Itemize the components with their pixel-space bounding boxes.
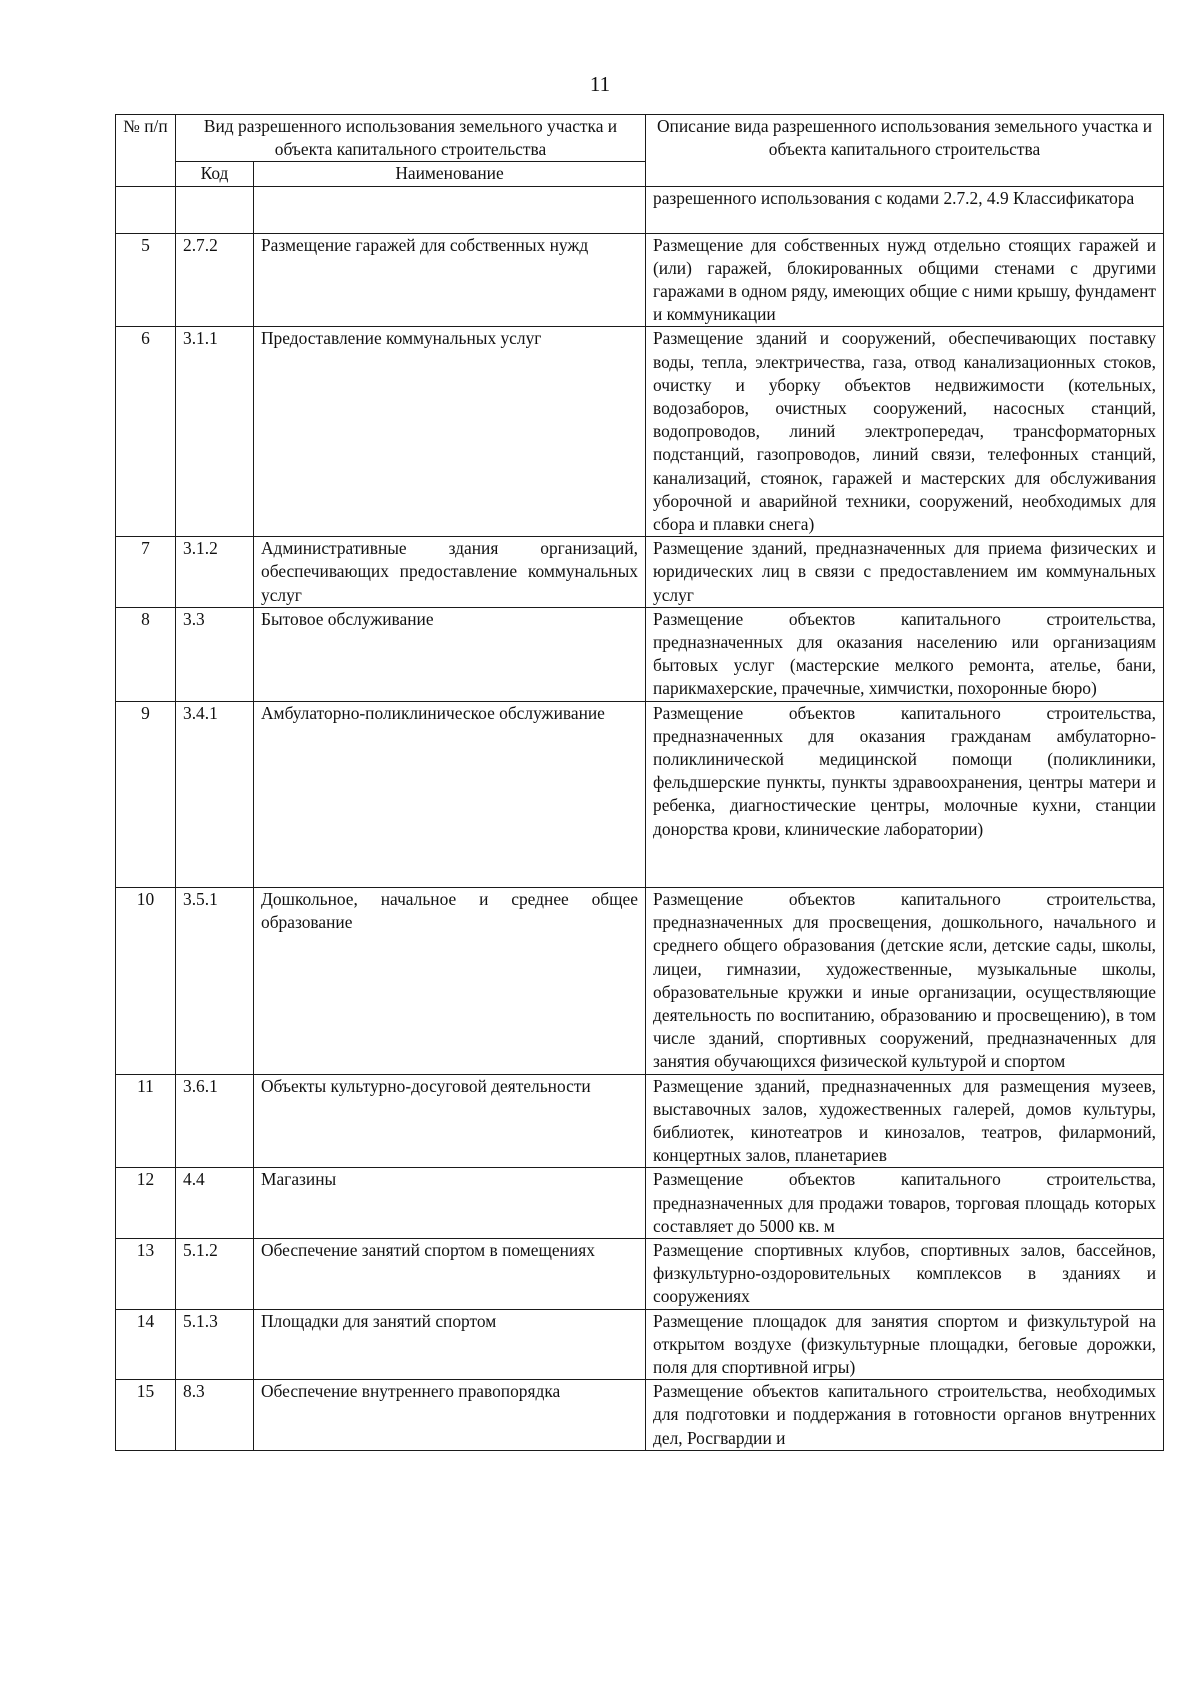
cell-num: 15 — [116, 1380, 176, 1451]
table-body — [116, 186, 1164, 1450]
cell-code: 3.5.1 — [176, 887, 254, 1074]
cell-num: 11 — [116, 1074, 176, 1168]
cell-code: 3.1.1 — [176, 327, 254, 537]
header-description: Описание вида разрешенного использования земельного участка и объекта капитального строительства — [646, 115, 1164, 187]
cell-name: Бытовое обслуживание — [254, 607, 646, 701]
cell-description: Размещение объектов капитального строительства, предназначенных для оказания населению или организациям бытовых услуг (мастерские мелкого ремонта, ателье, бани, парикмахерские, прачечные, химчистки, похоронные бюро) — [646, 607, 1164, 701]
cell-code — [176, 186, 254, 233]
land-use-table — [115, 114, 1164, 1451]
table-row — [116, 1380, 1164, 1451]
cell-description: Размещение для собственных нужд отдельно стоящих гаражей и (или) гаражей, блокированных общими стенами с другими гаражами в одном ряду, имеющих общие с ними крышу, фундамент и коммуникации — [646, 233, 1164, 327]
cell-num: 14 — [116, 1309, 176, 1380]
cell-description: Размещение объектов капитального строительства, предназначенных для оказания гражданам амбулаторно-поликлинической медицинской помощи (поликлиники, фельдшерские пункты, пункты здравоохранения, центры матери и ребенка, диагностические центры, молочные кухни, станции донорства крови, клинические лаборатории) — [646, 701, 1164, 887]
table-row — [116, 887, 1164, 1074]
cell-description: Размещение площадок для занятия спортом и физкультурой на открытом воздухе (физкультурные площадки, беговые дорожки, поля для спортивной игры) — [646, 1309, 1164, 1380]
cell-description: Размещение объектов капитального строительства, предназначенных для продажи товаров, торговая площадь которых составляет до 5000 кв. м — [646, 1168, 1164, 1239]
cell-num: 12 — [116, 1168, 176, 1239]
cell-name: Административные здания организаций, обеспечивающих предоставление коммунальных услуг — [254, 537, 646, 608]
cell-name: Обеспечение занятий спортом в помещениях — [254, 1238, 646, 1309]
table-row — [116, 701, 1164, 887]
cell-code: 3.6.1 — [176, 1074, 254, 1168]
header-group: Вид разрешенного использования земельного участка и объекта капитального строительства — [176, 115, 646, 162]
cell-code: 3.3 — [176, 607, 254, 701]
cell-num: 6 — [116, 327, 176, 537]
cell-name: Амбулаторно-поликлиническое обслуживание — [254, 701, 646, 887]
table-row — [116, 1074, 1164, 1168]
cell-name: Размещение гаражей для собственных нужд — [254, 233, 646, 327]
table-row — [116, 327, 1164, 537]
cell-name: Предоставление коммунальных услуг — [254, 327, 646, 537]
cell-code: 3.1.2 — [176, 537, 254, 608]
cell-description: Размещение зданий и сооружений, обеспечивающих поставку воды, тепла, электричества, газа, отвод канализационных стоков, очистку и уборку объектов недвижимости (котельных, водозаборов, очистных сооружений, насосных станций, водопроводов, линий электропередач, трансформаторных подстанций, газопроводов, линий связи, телефонных станций, канализаций, стоянок, гаражей и мастерских для обслуживания уборочной и аварийной техники, сооружений, необходимых для сбора и плавки снега) — [646, 327, 1164, 537]
page-number: 11 — [589, 72, 611, 96]
cell-name: Площадки для занятий спортом — [254, 1309, 646, 1380]
table-row — [116, 1168, 1164, 1239]
cell-code: 8.3 — [176, 1380, 254, 1451]
table-header — [116, 115, 1164, 187]
table-row — [116, 537, 1164, 608]
cell-num: 13 — [116, 1238, 176, 1309]
header-code: Код — [176, 162, 254, 186]
header-name: Наименование — [254, 162, 646, 186]
cell-num: 8 — [116, 607, 176, 701]
cell-code: 5.1.3 — [176, 1309, 254, 1380]
header-num: № п/п — [116, 115, 176, 187]
cell-num: 5 — [116, 233, 176, 327]
cell-code: 4.4 — [176, 1168, 254, 1239]
cell-num — [116, 186, 176, 233]
cell-description: Размещение зданий, предназначенных для приема физических и юридических лиц в связи с предоставлением им коммунальных услуг — [646, 537, 1164, 608]
cell-name: Магазины — [254, 1168, 646, 1239]
table-row — [116, 607, 1164, 701]
cell-name: Обеспечение внутреннего правопорядка — [254, 1380, 646, 1451]
cell-code: 5.1.2 — [176, 1238, 254, 1309]
cell-code: 2.7.2 — [176, 233, 254, 327]
table-row — [116, 1238, 1164, 1309]
cell-description: Размещение спортивных клубов, спортивных залов, бассейнов, физкультурно-оздоровительных комплексов в зданиях и сооружениях — [646, 1238, 1164, 1309]
table-row — [116, 233, 1164, 327]
cell-num: 7 — [116, 537, 176, 608]
cell-description: разрешенного использования с кодами 2.7.2, 4.9 Классификатора — [646, 186, 1164, 233]
cell-num: 9 — [116, 701, 176, 887]
cell-description: Размещение зданий, предназначенных для размещения музеев, выставочных залов, художественных галерей, домов культуры, библиотек, кинотеатров и кинозалов, театров, филармоний, концертных залов, планетариев — [646, 1074, 1164, 1168]
cell-name: Объекты культурно-досуговой деятельности — [254, 1074, 646, 1168]
cell-code: 3.4.1 — [176, 701, 254, 887]
table-row — [116, 186, 1164, 233]
cell-num: 10 — [116, 887, 176, 1074]
table-row — [116, 1309, 1164, 1380]
cell-name — [254, 186, 646, 233]
cell-description: Размещение объектов капитального строительства, необходимых для подготовки и поддержания в готовности органов внутренних дел, Росгвардии и — [646, 1380, 1164, 1451]
cell-name: Дошкольное, начальное и среднее общее образование — [254, 887, 646, 1074]
cell-description: Размещение объектов капитального строительства, предназначенных для просвещения, дошкольного, начального и среднего общего образования (детские ясли, детские сады, школы, лицеи, гимназии, художественные, музыкальные школы, образовательные кружки и иные организации, осуществляющие деятельность по воспитанию, образованию и просвещению), в том числе зданий, спортивных сооружений, предназначенных для занятия обучающихся физической культурой и спортом — [646, 887, 1164, 1074]
